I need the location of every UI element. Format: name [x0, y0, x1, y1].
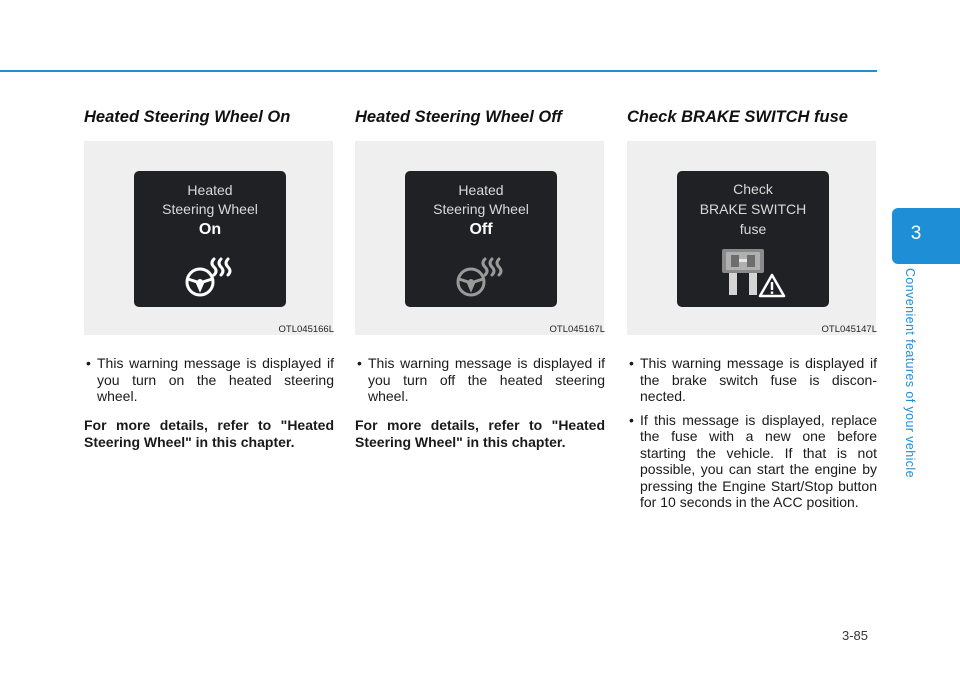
display-line-1: Heated — [187, 182, 233, 198]
chapter-number: 3 — [910, 223, 922, 244]
chapter-tab — [892, 208, 960, 264]
header-rule — [0, 70, 877, 72]
chapter-title: Convenient features of your vehicle — [903, 268, 917, 478]
display-state: Off — [469, 221, 493, 238]
fuse-icon — [718, 247, 788, 299]
list-item: • This warning message is displayed if the brake switch fuse is discon-nected. — [627, 355, 877, 405]
figure-code: OTL045166L — [278, 324, 334, 335]
warning-triangle-icon — [760, 275, 784, 296]
display-state: On — [198, 221, 222, 238]
figure-heated-wheel-on — [84, 141, 333, 335]
list-item: • This warning message is displayed if you turn off the heated steering wheel. — [355, 355, 605, 405]
figure-code: OTL045147L — [821, 324, 877, 335]
reference-note: For more details, refer to "Heated Steering Wheel" in this chapter. — [84, 416, 334, 450]
display-line-3: fuse — [739, 221, 767, 237]
reference-note: For more details, refer to "Heated Steering Wheel" in this chapter. — [355, 416, 605, 450]
list-item: • This warning message is displayed if you turn on the heated steering wheel. — [84, 355, 334, 405]
section-heated-wheel-on — [84, 108, 334, 451]
section-heading: Heated Steering Wheel On — [84, 108, 291, 126]
figure-heated-wheel-off — [355, 141, 604, 335]
display-line-1: Heated — [458, 182, 504, 198]
figure-brake-switch-fuse — [627, 141, 876, 335]
bullet-list — [84, 355, 334, 405]
cluster-display — [677, 171, 829, 307]
cluster-display — [405, 171, 557, 307]
heated-steering-wheel-icon — [184, 255, 236, 301]
bullet-list — [627, 355, 877, 511]
display-line-1: Check — [733, 181, 773, 197]
section-heading: Heated Steering Wheel Off — [355, 108, 562, 126]
section-heading: Check BRAKE SWITCH fuse — [627, 108, 848, 126]
cluster-display — [134, 171, 286, 307]
display-line-2: Steering Wheel — [433, 201, 529, 217]
section-brake-switch-fuse — [627, 108, 877, 518]
list-item: • If this message is displayed, replace the fuse with a new one before starting the vehicle. If that is not possible, you can start the engine by pressing the Engine Start/Stop button for 10 seconds in the ACC position. — [627, 412, 877, 511]
figure-code: OTL045167L — [549, 324, 605, 335]
section-heated-wheel-off — [355, 108, 605, 451]
display-line-2: Steering Wheel — [162, 201, 258, 217]
page-number: 3-85 — [842, 628, 869, 643]
bullet-list — [355, 355, 605, 405]
display-line-2: BRAKE SWITCH — [699, 201, 807, 217]
heated-steering-wheel-icon — [455, 255, 507, 301]
